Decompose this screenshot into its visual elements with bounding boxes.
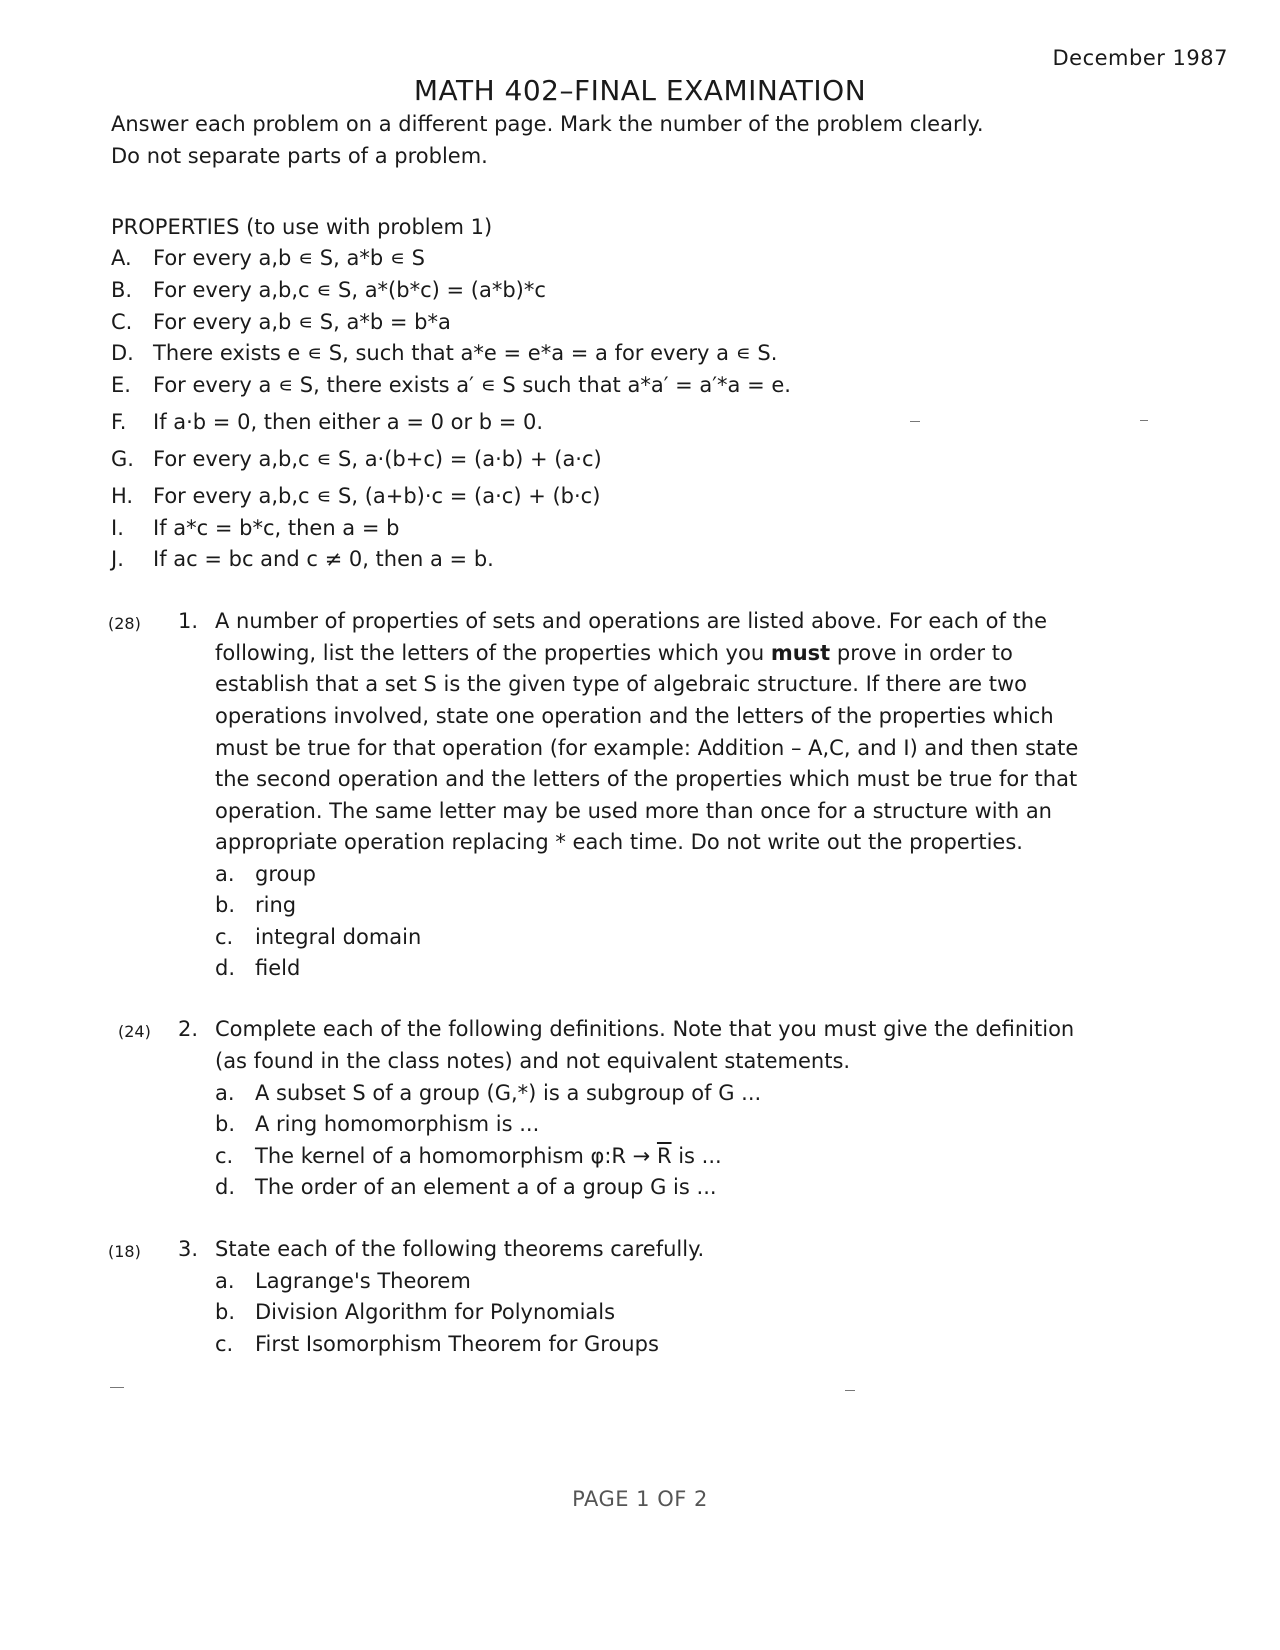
- property-item: [111, 310, 451, 334]
- part-label: c.: [215, 1144, 234, 1168]
- scan-speck: [110, 1387, 124, 1388]
- problem-part: [215, 1269, 471, 1293]
- exam-date: December 1987: [1052, 46, 1228, 70]
- problem-text-line: operation. The same letter may be used more than once for a structure with an: [215, 799, 1052, 823]
- scan-speck: [1140, 420, 1148, 421]
- property-letter: B.: [111, 278, 133, 302]
- part-text: [255, 1144, 722, 1168]
- property-text: For every a,b ∊ S, a*b ∊ S: [153, 246, 425, 270]
- problem-part: [215, 1081, 761, 1105]
- part-text: A subset S of a group (G,*) is a subgroup of G ...: [255, 1081, 762, 1105]
- part-text: field: [255, 956, 301, 980]
- property-letter: H.: [111, 484, 134, 508]
- problem-text-line: must be true for that operation (for example: Addition – A,C, and I) and then state: [215, 736, 1079, 760]
- problem-number: 2.: [178, 1017, 199, 1041]
- part-text: Division Algorithm for Polynomials: [255, 1300, 616, 1324]
- part-label: b.: [215, 1112, 236, 1136]
- part-text: Lagrange's Theorem: [255, 1269, 471, 1293]
- problem-number: 1.: [178, 609, 199, 633]
- property-item: [111, 484, 600, 508]
- problem-points: (28): [108, 614, 141, 633]
- problem-part: [215, 1332, 659, 1356]
- property-letter: A.: [111, 246, 132, 270]
- problem-text-line: operations involved, state one operation and the letters of the properties which: [215, 704, 1054, 728]
- emphasis-must: must: [770, 641, 831, 665]
- part-label: a.: [215, 1269, 235, 1293]
- property-text: If a*c = b*c, then a = b: [153, 516, 400, 540]
- properties-heading: PROPERTIES (to use with problem 1): [111, 215, 493, 239]
- exam-title: MATH 402–FINAL EXAMINATION: [413, 74, 867, 107]
- instruction-line: Answer each problem on a different page. Mark the number of the problem clearly.: [111, 112, 984, 136]
- property-letter: F.: [111, 410, 127, 434]
- property-item: [111, 246, 425, 270]
- property-text: For every a ∊ S, there exists a′ ∊ S such that a*a′ = a′*a = e.: [153, 373, 791, 397]
- part-text: group: [255, 862, 316, 886]
- part-label: c.: [215, 1332, 234, 1356]
- part-label: d.: [215, 956, 236, 980]
- part-text: First Isomorphism Theorem for Groups: [255, 1332, 659, 1356]
- problem-text-line: appropriate operation replacing * each time. Do not write out the properties.: [215, 830, 1023, 854]
- property-letter: D.: [111, 341, 134, 365]
- property-letter: E.: [111, 373, 131, 397]
- page-number: PAGE 1 OF 2: [572, 1487, 708, 1511]
- property-item: [111, 547, 494, 571]
- property-letter: G.: [111, 447, 134, 471]
- scan-speck: [910, 421, 920, 422]
- part-label: b.: [215, 1300, 236, 1324]
- problem-part: [215, 1112, 539, 1136]
- property-item: [111, 373, 791, 397]
- property-letter: I.: [111, 516, 124, 540]
- problem-part: [215, 893, 296, 917]
- part-text: A ring homomorphism is ...: [255, 1112, 540, 1136]
- property-item: [111, 410, 543, 434]
- problem-part: [215, 1144, 722, 1168]
- property-text: For every a,b,c ∊ S, a·(b+c) = (a·b) + (a·c): [153, 447, 602, 471]
- part-text: ring: [255, 893, 297, 917]
- property-letter: C.: [111, 310, 133, 334]
- property-text: If ac = bc and c ≠ 0, then a = b.: [153, 547, 494, 571]
- problem-points: (24): [118, 1022, 151, 1041]
- part-text: integral domain: [255, 925, 422, 949]
- problem-text-line: Complete each of the following definitions. Note that you must give the definition: [215, 1017, 1075, 1041]
- part-label: b.: [215, 893, 236, 917]
- problem-text-line: State each of the following theorems carefully.: [215, 1237, 705, 1261]
- property-item: [111, 447, 602, 471]
- problem-text-segment: prove in order to: [830, 641, 1013, 665]
- property-text: For every a,b,c ∊ S, a*(b*c) = (a*b)*c: [153, 278, 546, 302]
- problem-text-line: [215, 641, 1013, 665]
- part-text: The order of an element a of a group G is ...: [255, 1175, 717, 1199]
- part-label: a.: [215, 1081, 235, 1105]
- part-label: c.: [215, 925, 234, 949]
- problem-number: 3.: [178, 1237, 199, 1261]
- problem-text-line: (as found in the class notes) and not equivalent statements.: [215, 1049, 851, 1073]
- instruction-line: Do not separate parts of a problem.: [111, 144, 488, 168]
- scan-speck: [845, 1390, 855, 1391]
- part-text-segment: The kernel of a homomorphism φ:R →: [255, 1144, 657, 1168]
- property-item: [111, 341, 777, 365]
- part-label: a.: [215, 862, 235, 886]
- property-text: There exists e ∊ S, such that a*e = e*a = a for every a ∊ S.: [153, 341, 778, 365]
- property-item: [111, 516, 399, 540]
- r-bar-symbol: $\overline{R}$: [656, 1144, 672, 1168]
- problem-points: (18): [108, 1242, 141, 1261]
- property-text: For every a,b ∊ S, a*b = b*a: [153, 310, 451, 334]
- problem-part: [215, 1300, 615, 1324]
- problem-text-line: establish that a set S is the given type of algebraic structure. If there are two: [215, 672, 1027, 696]
- problem-part: [215, 1175, 717, 1199]
- problem-part: [215, 925, 421, 949]
- problem-text-line: the second operation and the letters of the properties which must be true for that: [215, 767, 1078, 791]
- problem-text-segment: following, list the letters of the properties which you: [215, 641, 771, 665]
- property-text: For every a,b,c ∊ S, (a+b)·c = (a·c) + (b·c): [153, 484, 601, 508]
- property-text: If a·b = 0, then either a = 0 or b = 0.: [153, 410, 544, 434]
- part-text-segment: is ...: [671, 1144, 722, 1168]
- problem-part: [215, 956, 300, 980]
- problem-part: [215, 862, 316, 886]
- part-label: d.: [215, 1175, 236, 1199]
- property-letter: J.: [111, 547, 124, 571]
- property-item: [111, 278, 546, 302]
- problem-text-line: A number of properties of sets and operations are listed above. For each of the: [215, 609, 1048, 633]
